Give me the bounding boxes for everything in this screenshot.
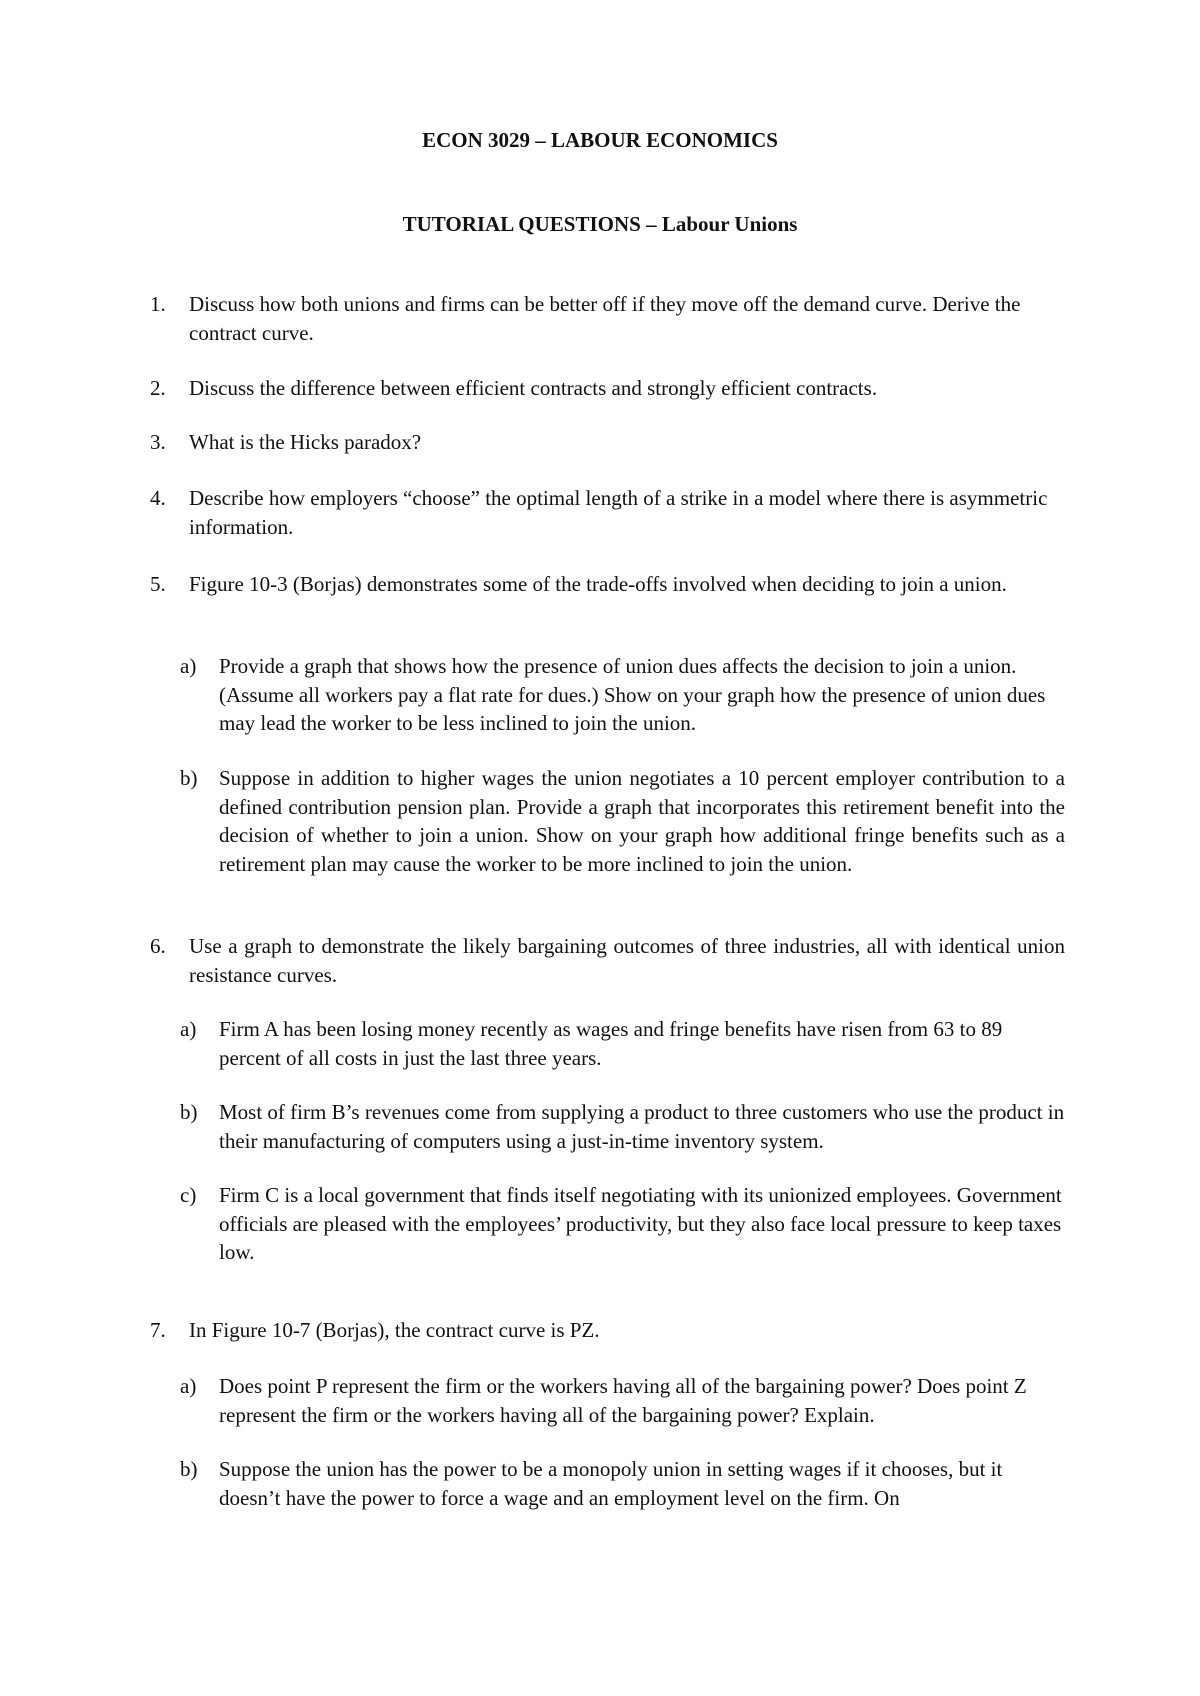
question-6b — [180, 1098, 1065, 1155]
tutorial-prefix: TUTORIAL QUESTIONS – — [402, 212, 662, 236]
part-letter: a) — [180, 654, 197, 678]
tutorial-topic: Labour Unions — [661, 212, 798, 236]
part-text: Suppose the union has the power to be a monopoly union in setting wages if it chooses, but it doesn’t have the power to force a wage and an employment level on the firm. On — [219, 1457, 1003, 1510]
part-text: Firm C is a local government that finds itself negotiating with its unionized employees. Government officials are pleased with the employees’ productivity, but they also face local pressure to keep taxes low. — [219, 1183, 1062, 1264]
part-text: Does point P represent the firm or the workers having all of the bargaining power? Does point Z represent the firm or the workers having all of the bargaining power? Explain. — [219, 1374, 1027, 1427]
question-5 — [150, 570, 1065, 599]
question-number: 5. — [150, 572, 166, 596]
question-5b — [180, 764, 1065, 878]
part-letter: c) — [180, 1183, 197, 1207]
part-letter: a) — [180, 1017, 197, 1041]
question-number: 2. — [150, 376, 166, 400]
question-6a — [180, 1015, 1065, 1072]
part-text: Firm A has been losing money recently as wages and fringe benefits have risen from 63 to 89 percent of all costs in just the last three years. — [219, 1017, 1003, 1070]
part-text: Provide a graph that shows how the presence of union dues affects the decision to join a union. (Assume all workers pay a flat rate for dues.) Show on your graph how the presence of union dues may lead the worker to be less inclined to join the union. — [219, 654, 1046, 735]
question-number: 6. — [150, 934, 166, 958]
question-text: What is the Hicks paradox? — [189, 430, 422, 454]
question-7 — [150, 1316, 1065, 1345]
question-number: 4. — [150, 486, 166, 510]
question-text: Describe how employers “choose” the optimal length of a strike in a model where there is asymmetric information. — [189, 486, 1048, 539]
part-letter: b) — [180, 1100, 198, 1124]
question-7b — [180, 1455, 1065, 1512]
question-1 — [150, 290, 1065, 347]
question-3 — [150, 428, 1065, 457]
part-text: Most of firm B’s revenues come from supplying a product to three customers who use the product in their manufacturing of computers using a just-in-time inventory system. — [219, 1100, 1065, 1153]
question-text: Figure 10-3 (Borjas) demonstrates some of the trade-offs involved when deciding to join a union. — [189, 572, 1007, 596]
question-number: 1. — [150, 292, 166, 316]
question-6 — [150, 932, 1065, 989]
part-text: Suppose in addition to higher wages the union negotiates a 10 percent employer contribution to a defined contribution pension plan. Provide a graph that incorporates this retirement benefit into the decision of whether to join a union. Show on your graph how additional fringe benefits such as a retirement plan may cause the worker to be more inclined to join the union. — [219, 766, 1065, 876]
question-number: 7. — [150, 1318, 166, 1342]
question-text: Discuss how both unions and firms can be better off if they move off the demand curve. Derive the contract curve. — [189, 292, 1021, 345]
question-text: Discuss the difference between efficient contracts and strongly efficient contracts. — [189, 376, 878, 400]
question-text: In Figure 10-7 (Borjas), the contract curve is PZ. — [189, 1318, 600, 1342]
question-4 — [150, 484, 1065, 541]
part-letter: b) — [180, 1457, 198, 1481]
question-7a — [180, 1372, 1065, 1429]
part-letter: a) — [180, 1374, 197, 1398]
tutorial-title — [0, 210, 1200, 238]
question-2 — [150, 374, 1065, 403]
course-title: ECON 3029 – LABOUR ECONOMICS — [422, 128, 778, 152]
question-number: 3. — [150, 430, 166, 454]
question-6c — [180, 1181, 1065, 1267]
part-letter: b) — [180, 766, 198, 790]
question-text: Use a graph to demonstrate the likely bargaining outcomes of three industries, all with identical union resistance curves. — [189, 934, 1065, 987]
question-5a — [180, 652, 1065, 738]
